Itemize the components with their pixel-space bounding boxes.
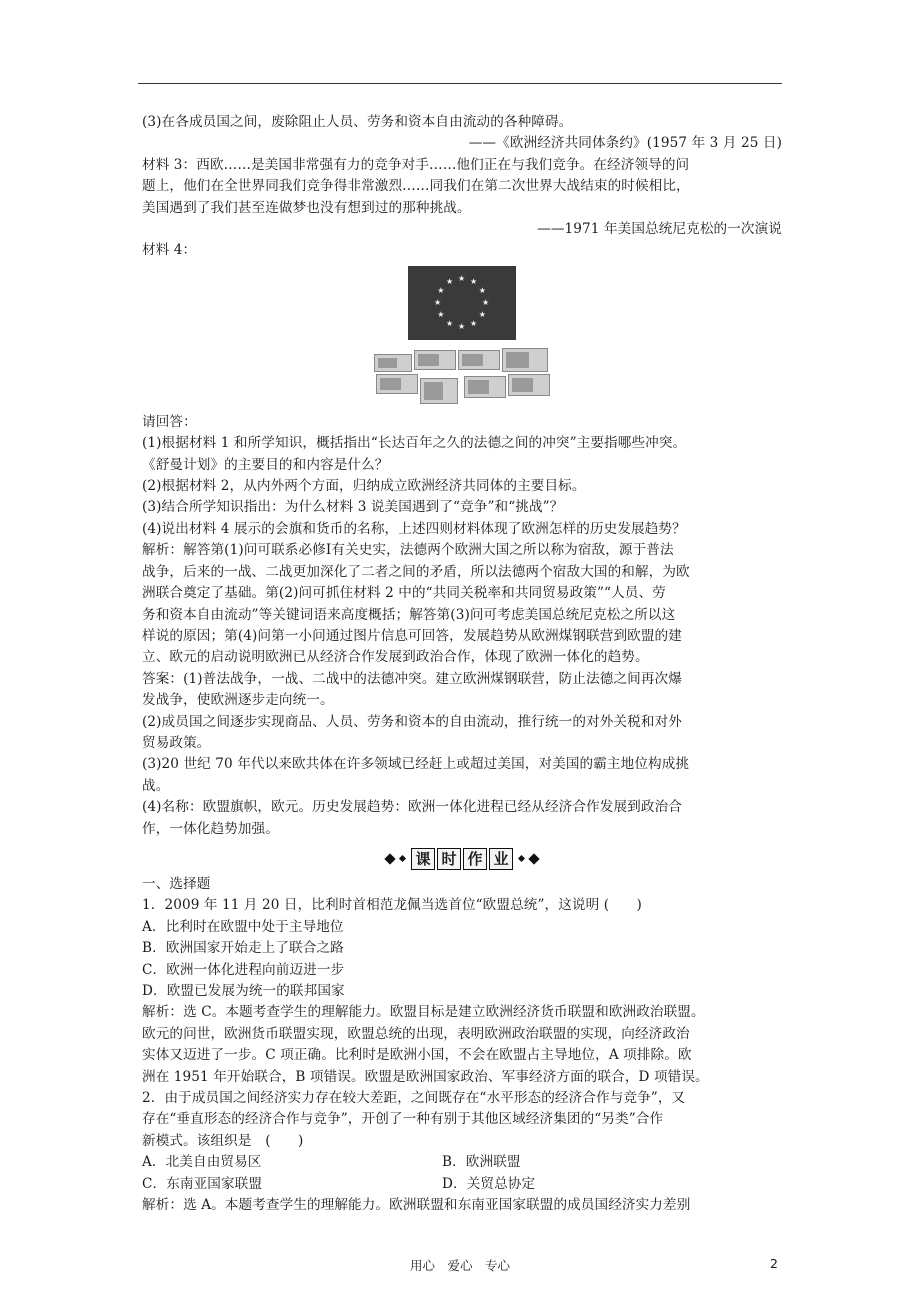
option: A．比利时在欧盟中处于主导地位 xyxy=(142,918,344,935)
question-stem: 1．2009 年 11 月 20 日，比利时首相范龙佩当选首位“欧盟总统”，这说明 ( ) xyxy=(142,897,642,914)
banner-char: 课 xyxy=(411,848,435,870)
text-line: 贸易政策。 xyxy=(142,734,211,751)
section-banner xyxy=(142,846,782,872)
star-icon: ★ xyxy=(478,285,487,295)
text-line: 样说的原因；第(4)问第一小问通过图片信息可回答，发展趋势从欧洲煤钢联营到欧盟的建 xyxy=(142,627,682,644)
text-line: 材料 3：西欧……是美国非常强有力的竞争对手……他们正在与我们竞争。在经济领导的问 xyxy=(142,156,690,173)
question-stem: 新模式。该组织是 ( ) xyxy=(142,1132,304,1149)
euro-banknotes-image xyxy=(374,348,550,408)
diamond-icon xyxy=(384,853,395,864)
question-stem: 存在“垂直形态的经济合作与竞争”，开创了一种有别于其他区域经济集团的“另类”合作 xyxy=(142,1111,664,1128)
text-line: 作，一体化趋势加强。 xyxy=(142,820,279,837)
text-line: (4)名称：欧盟旗帜，欧元。历史发展趋势：欧洲一体化进程已经从经济合作发展到政治合 xyxy=(142,799,682,816)
source-citation: ——1971 年美国总统尼克松的一次演说 xyxy=(537,221,782,238)
option: C．欧洲一体化进程向前迈进一步 xyxy=(142,961,345,978)
text-line: 洲在 1951 年开始联合，B 项错误。欧盟是欧洲国家政治、军事经济方面的联合，D 项错误。 xyxy=(142,1068,709,1085)
star-icon: ★ xyxy=(437,285,445,295)
option: D．欧盟已发展为统一的联邦国家 xyxy=(142,983,345,999)
star-icon: ★ xyxy=(470,277,478,287)
text-line: (3)20 世纪 70 年代以来欧共体在许多领域已经赶上或超过美国，对美国的霸主地位构成挑 xyxy=(142,756,690,773)
banner-char: 时 xyxy=(437,848,461,870)
diamond-icon xyxy=(528,853,539,864)
section-heading: 一、选择题 xyxy=(142,875,211,892)
star-icon: ★ xyxy=(437,309,445,319)
text-line: 欧元的问世，欧洲货币联盟实现，欧盟总统的出现，表明欧洲政治联盟的实现，向经济政治 xyxy=(142,1025,690,1042)
star-icon: ★ xyxy=(434,297,442,307)
text-line: (2)根据材料 2，从内外两个方面，归纳成立欧洲经济共同体的主要目标。 xyxy=(142,478,586,495)
text-line: (1)根据材料 1 和所学知识，概括指出“长达百年之久的法德之间的冲突”主要指哪些冲突。 xyxy=(142,435,687,452)
text-line: (3)结合所学知识指出：为什么材料 3 说美国遇到了“竞争”和“挑战”？ xyxy=(142,499,564,516)
text-line: (3)在各成员国之间，废除阻止人员、劳务和资本自由流动的各种障碍。 xyxy=(142,114,573,130)
star-icon: ★ xyxy=(458,321,466,331)
header-rule xyxy=(138,83,782,84)
material-label: 材料 4： xyxy=(142,242,197,259)
text-line: 解析：选 C。本题考查学生的理解能力。欧盟目标是建立欧洲经济货币联盟和欧洲政治联盟。 xyxy=(142,1004,705,1021)
text-line: 立、欧元的启动说明欧洲已从经济合作发展到政治合作，体现了欧洲一体化的趋势。 xyxy=(142,649,649,666)
eu-flag-image xyxy=(408,266,516,340)
page-number: 2 xyxy=(770,1256,778,1271)
text-line: 战争，后来的一战、二战更加深化了二者之间的矛盾，所以法德两个宿敌大国的和解，为欧 xyxy=(142,563,690,580)
material4-figure xyxy=(142,266,782,408)
diamond-icon xyxy=(518,855,525,862)
text-line: 务和资本自由流动”等关键词语来高度概括；解答第(3)问可考虑美国总统尼克松之所以这 xyxy=(142,606,676,623)
text-line: 美国遇到了我们甚至连做梦也没有想到过的那种挑战。 xyxy=(142,199,471,216)
star-icon: ★ xyxy=(470,318,478,328)
star-icon: ★ xyxy=(458,273,466,283)
text-line: 实体又迈进了一步。C 项正确。比利时是欧洲小国，不会在欧盟占主导地位，A 项排除。欧 xyxy=(142,1047,692,1064)
text-line: 解析：选 A。本题考查学生的理解能力。欧洲联盟和东南亚国家联盟的成员国经济实力差别 xyxy=(142,1197,691,1214)
text-line: 《舒曼计划》的主要目的和内容是什么？ xyxy=(142,456,389,473)
text-line: 发战争，使欧洲逐步走向统一。 xyxy=(142,692,334,709)
option: D．关贸总协定 xyxy=(442,1175,536,1192)
options-grid xyxy=(142,1152,782,1195)
document-body xyxy=(142,112,782,1216)
text-line: 洲联合奠定了基础。第(2)问可抓住材料 2 中的“共同关税率和共同贸易政策”“人员、劳 xyxy=(142,585,666,602)
text-line: 答案：(1)普法战争，一战、二战中的法德冲突。建立欧洲煤钢联营，防止法德之间再次爆 xyxy=(142,670,682,687)
banner-char: 业 xyxy=(489,848,513,870)
page-footer: 用心 爱心 专心 xyxy=(409,1258,510,1273)
option: A．北美自由贸易区 xyxy=(142,1154,262,1171)
question-stem: 2．由于成员国之间经济实力存在较大差距，之间既存在“水平形态的经济合作与竞争”，又 xyxy=(142,1090,686,1107)
star-icon: ★ xyxy=(478,309,487,319)
text-line: 解析：解答第(1)问可联系必修Ⅰ有关史实，法德两个欧洲大国之所以称为宿敌，源于普法 xyxy=(142,542,674,559)
star-icon: ★ xyxy=(446,277,454,287)
text-line: 请回答： xyxy=(142,413,197,430)
banner-char: 作 xyxy=(463,848,487,870)
text-line: 题上，他们在全世界同我们竞争得非常激烈……同我们在第二次世界大战结束的时候相比， xyxy=(142,178,690,195)
text-line: (2)成员国之间逐步实现商品、人员、劳务和资本的自由流动，推行统一的对外关税和对外 xyxy=(142,713,682,730)
option: B．欧洲联盟 xyxy=(442,1154,521,1171)
diamond-icon xyxy=(399,855,406,862)
text-line: 战。 xyxy=(142,777,170,794)
star-icon: ★ xyxy=(446,318,454,328)
text-line: (4)说出材料 4 展示的会旗和货币的名称，上述四则材料体现了欧洲怎样的历史发展趋势？ xyxy=(142,520,686,537)
source-citation: ——《欧洲经济共同体条约》(1957 年 3 月 25 日) xyxy=(468,135,782,152)
option: C．东南亚国家联盟 xyxy=(142,1175,263,1192)
star-icon: ★ xyxy=(482,297,490,307)
option: B．欧洲国家开始走上了联合之路 xyxy=(142,940,344,957)
